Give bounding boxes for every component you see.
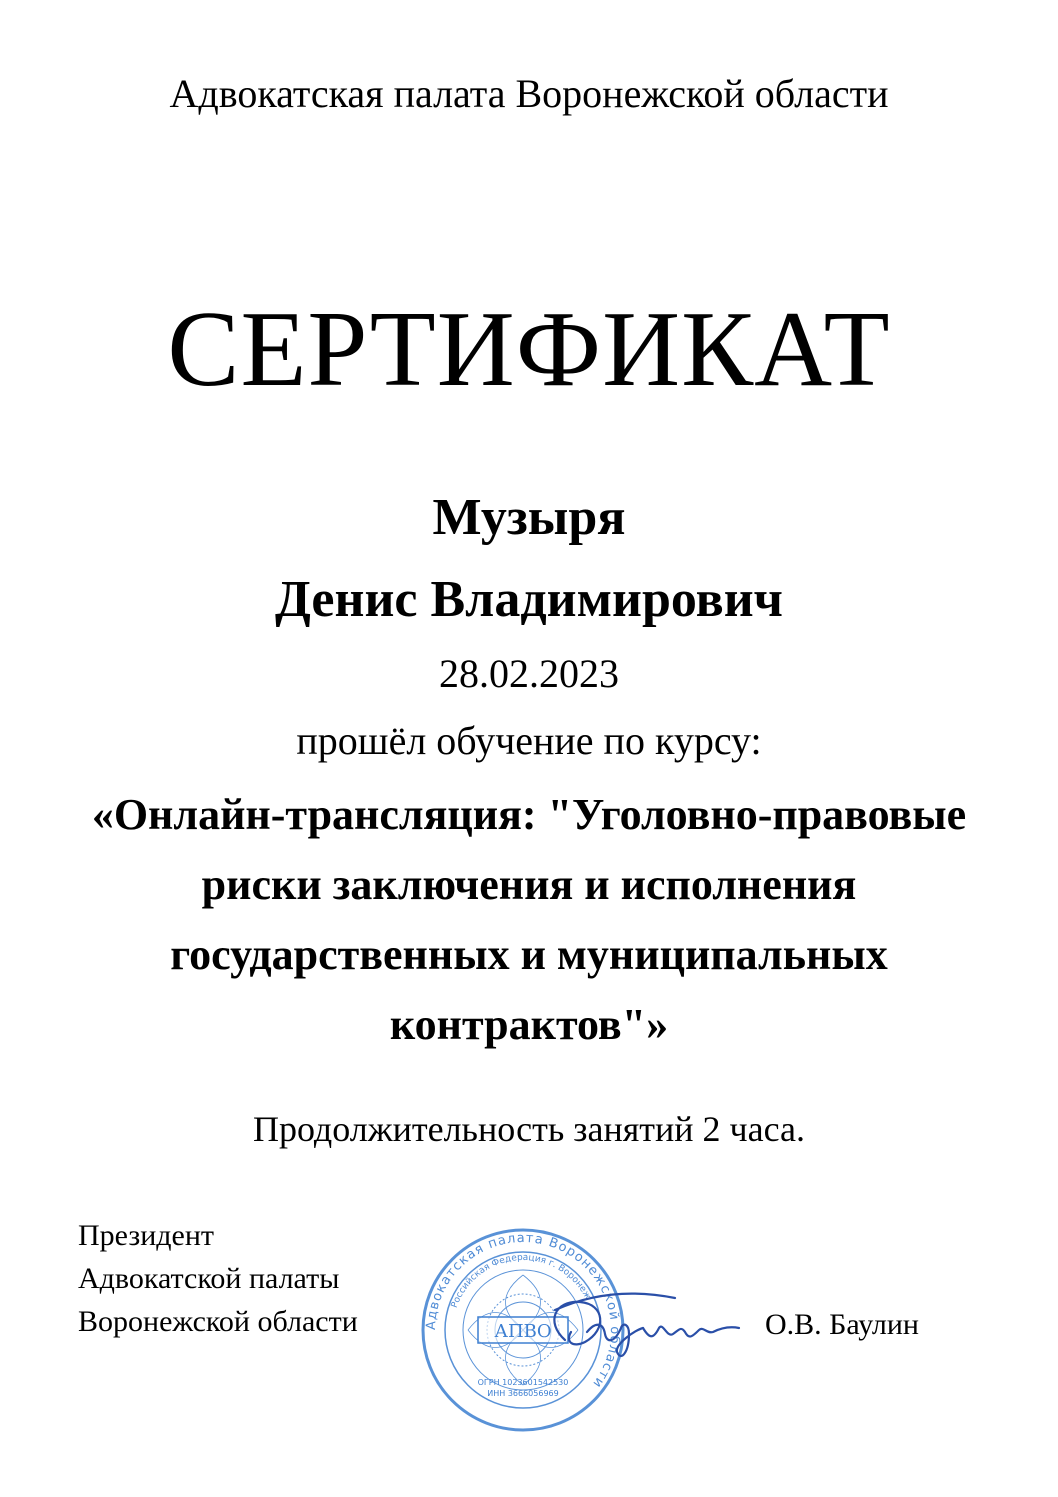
course-title-line: контрактов"»: [389, 1000, 669, 1049]
course-title: [0, 780, 1058, 1060]
recipient-given-names: Денис Владимирович: [275, 571, 783, 628]
stamp-ogrn: ОГРН 1023601542530: [477, 1378, 569, 1387]
course-title-line: «Онлайн-трансляция: "Уголовно-правовые: [91, 790, 967, 839]
signatory-position-line: Воронежской области: [78, 1305, 358, 1338]
certificate-title: СЕРТИФИКАТ: [167, 290, 891, 409]
stamp-inner-text: Российская Федерация г. Воронеж: [449, 1252, 593, 1310]
signatory-position: [78, 1214, 358, 1343]
completion-date: 28.02.2023: [439, 651, 619, 696]
stamp-inn: ИНН 3666056969: [487, 1389, 559, 1398]
signatory-position-line: Президент: [78, 1219, 214, 1252]
organization-heading: Адвокатская палата Воронежской области: [169, 71, 889, 116]
course-duration: Продолжительность занятий 2 часа.: [252, 1109, 806, 1149]
stamp-center-text: АПВО: [494, 1321, 552, 1342]
completed-text: прошёл обучение по курсу:: [296, 718, 762, 763]
signatory-position-line: Адвокатской палаты: [78, 1262, 340, 1295]
handwritten-signature: [525, 1282, 755, 1372]
signatory-name: О.В. Баулин: [765, 1308, 919, 1341]
recipient-surname: Музыря: [432, 489, 626, 546]
stamp-outer-text: Адвокатская палата Воронежской области: [423, 1230, 623, 1391]
course-title-line: риски заключения и исполнения: [201, 860, 857, 909]
course-title-line: государственных и муниципальных: [170, 930, 888, 979]
